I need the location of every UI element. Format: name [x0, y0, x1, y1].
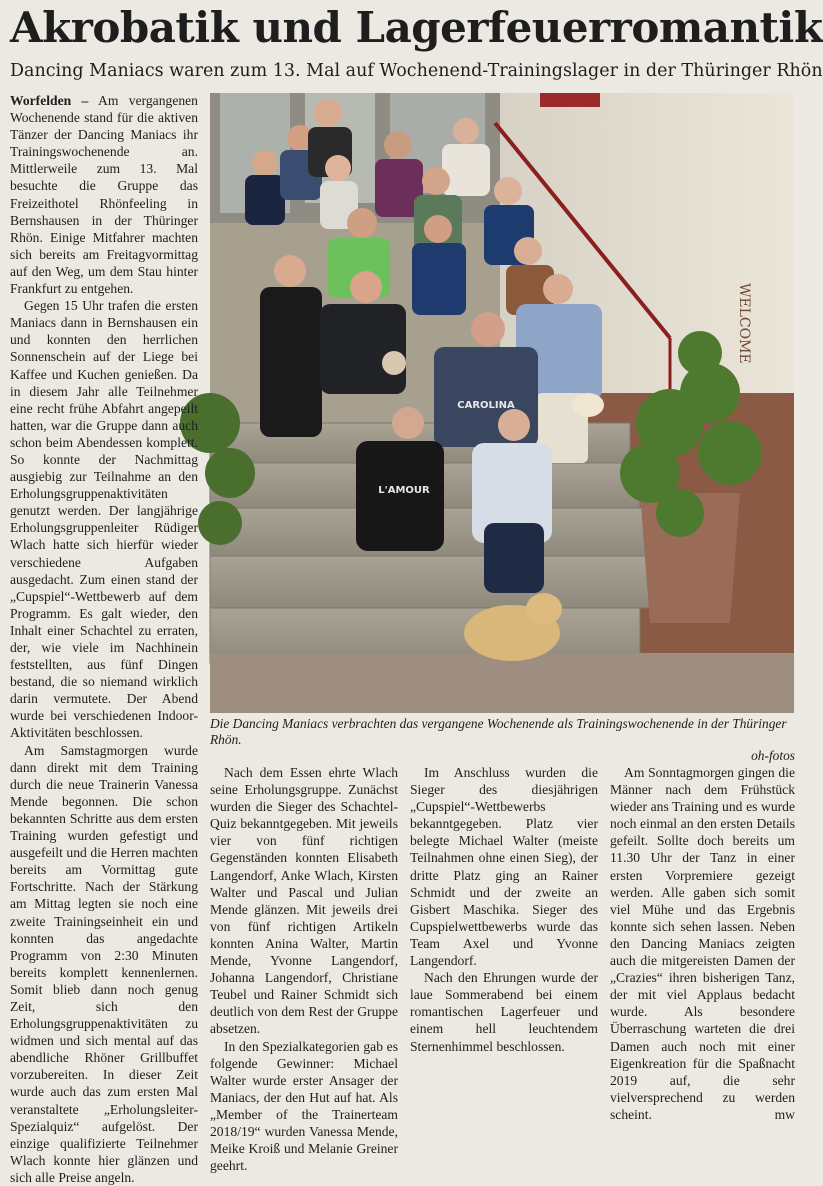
paragraph-1	[10, 92, 198, 297]
shirt-print-carolina: CAROLINA	[457, 400, 515, 411]
paragraph-4: Nach dem Essen ehrte Wlach seine Erholungsgruppe. Zunächst wurden die Sieger des Schachtel-Quiz bekanntgegeben. Mit jeweils vier von fünf richtigen Gegenständen konnten Elisabeth Langendorf, Anke Wlach, Kirsten Walter und Pascal und Julian Mende glänzen. Mit jeweils drei von fünf richtigen Artikeln konnten Anina Walter, Martin Mende, Yvonne Langendorf, Johanna Langendorf, Christiane Teubel und Rainer Schmidt sich deutlich von dem Rest der Gruppe absetzen.	[210, 765, 398, 1037]
dateline: Worfelden –	[10, 93, 89, 108]
paragraph-5: In den Spezialkategorien gab es folgende Gewinner: Michael Walter wurde erster Ansager der Maniacs, der den Hut auf hat. Als „Member of the Trainerteam 2018/19“ wurden Vanessa Mende, Meike Kroiß und Melanie Greiner geehrt.	[210, 1038, 398, 1174]
article-column-1	[10, 92, 198, 1185]
paragraph-7: Nach den Ehrungen wurde der laue Sommerabend bei einem romantischen Lagerfeuer und einem hell leuchtendem Sternenhimmel beschlossen.	[410, 970, 598, 1054]
headline: Akrobatik und Lagerfeuerromantik	[10, 3, 823, 52]
paragraph-8-text: Am Sonntagmorgen gingen die Männer nach dem Frühstück wieder ans Training und es wurde noch einmal an den ersten Details gefeilt. Sollte doch bereits um 11.30 Uhr der Tanz in einer ersten Vorpremiere gezeigt werden. Alle gaben sich somit viel Mühe und das Ergebnis konnte sich sehen lassen. Neben den Dancing Maniacs zeigten auch die mitgereisten Damen der „Crazies“ ihren bisherigen Tanz, der mit viel Applaus bedacht wurde. Als besondere Überraschung warteten die drei Damen auch noch mit einer Eigenkreation für die Spaßnacht 2019 auf, die sehr vielversprechend zu werden scheint.	[610, 765, 795, 1122]
group-photo	[210, 93, 794, 713]
article-column-2	[210, 764, 398, 1174]
paragraph-6: Im Anschluss wurden die Sieger des diesjährigen „Cupspiel“-Wettbewerbs bekanntgegeben. Platz vier belegte Michael Walter (meiste Teilnahmen ohne einen Sieg), der dritte Platz ging an Rainer Schmidt und der zweite an Gisbert Maschika. Sieger des Cupspielwettbewerbs wurde das Team Axel und Yvonne Langendorf.	[410, 765, 598, 969]
subheadline: Dancing Maniacs waren zum 13. Mal auf Wochenend-Trainingslager in der Thüringer Rhön	[10, 61, 823, 81]
article-column-3	[410, 764, 598, 1147]
welcome-sign: WELCOME	[736, 283, 752, 364]
photo-credit: oh-fotos	[751, 748, 795, 763]
paragraph-2: Gegen 15 Uhr trafen die ersten Maniacs dann in Bernshausen ein und konnten den herrlichen Sonnenschein auf der Liege bei Kaffee und Kuchen genießen. Da in diesem Jahr alle Teilnehmer eine recht frühe Abfahrt angepeilt hatten, war die Gruppe dann auch schon beim Abendessen komplett. So konnte der Nachmittag ausgiebig zur Teilnahme an den Erholungsgruppenaktivitäten genutzt werden. Der langjährige Erholungsgruppenleiter Rüdiger Wlach hatte sich hierfür wieder verschiedene Aufgaben ausgedacht. Zum einen stand der „Cupspiel“-Wettbewerb auf dem Programm. Es galt wieder, den Inhalt einer Schachtel zu erraten, der, wie viele im Nachhinein feststellten, aus fünf Dingen bestand, die so niemand wirklich darin vermutete. Der Abend wurde bei verschiedenen Indoor-Aktivitäten beschlossen.	[10, 298, 198, 741]
paragraph-8	[610, 764, 795, 1123]
article-column-4	[610, 764, 795, 1147]
author-signature: mw	[774, 1106, 795, 1122]
paragraph-3: Am Samstagmorgen wurde dann direkt mit dem Training durch die neue Trainerin Vanessa Mende begonnen. Die schon bekannten Schritte aus dem ersten Training wurden gefestigt und ausgefeilt und die Herren machten bereits am Vormittag gute Fortschritte. Nach der Stärkung am Mittag legten sie noch eine zweite Trainingseinheit ein und konnten das angedachte Programm von 2:30 Minuten bereits komplett kennenlernen. Somit blieb dann noch genug Zeit, sich den Erholungsgruppenaktivitäten zu widmen und sich mental auf das abendliche Rhöner Grillbuffet vorzubereiten. In dieser Zeit wurde auch das zum ersten Mal veranstaltete „Erholungsleiter-Spezialquiz“ aufgelöst. Der einzige qualifizierte Teilnehmer Wlach konnte hier glänzen und sich alle Preise angeln.	[10, 742, 198, 1185]
shirt-print-lamour: L'AMOUR	[378, 485, 430, 496]
paragraph-1-text: Am vergangenen Wochenende stand für die aktiven Tänzer der Dancing Maniacs ihr Trainingswochenende an. Mittlerweile zum 13. Mal besuchte die Gruppe das Freizeithotel Rhönfeeling in Bernshausen in der Thüringer Rhön. Einige Mitfahrer machten sich bereits am Freitagvormittag auf den Weg, um dem Stau hinter Frankfurt zu entgehen.	[10, 93, 198, 297]
photo-caption	[210, 716, 795, 764]
caption-text: Die Dancing Maniacs verbrachten das vergangene Wochenende als Trainingswochenende in der Thüringer Rhön.	[210, 716, 787, 747]
